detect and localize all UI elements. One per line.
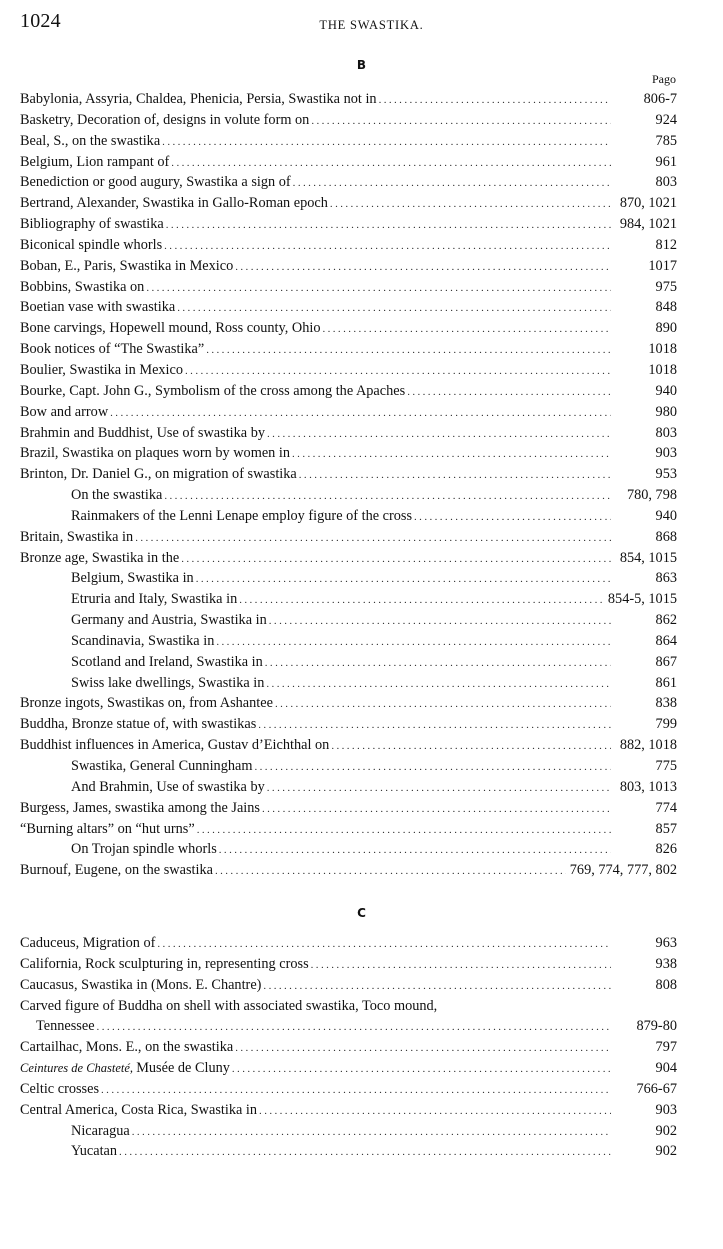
entry-text: Burnouf, Eugene, on the swastika <box>20 862 213 879</box>
entry-pages: 903 <box>655 445 677 462</box>
index-entry <box>20 339 677 360</box>
dot-leader <box>164 486 611 507</box>
entry-text: Central America, Costa Rica, Swastika in <box>20 1101 258 1118</box>
dot-leader <box>254 757 611 778</box>
entry-label <box>20 402 110 423</box>
entry-pages: 890 <box>655 320 677 337</box>
index-entry <box>20 673 677 694</box>
entry-label <box>20 860 215 881</box>
entry-text: Brazil, Swastika on plaques worn by women in <box>20 445 291 462</box>
dot-leader <box>206 340 611 361</box>
entry-label <box>20 589 239 610</box>
entry-label <box>20 839 219 860</box>
index-entry <box>20 548 677 569</box>
entry-label <box>20 277 146 298</box>
entry-text: Swastika, General Cunningham <box>71 758 253 774</box>
entry-label <box>20 777 267 798</box>
index-entry <box>20 610 677 631</box>
dot-leader <box>259 1101 611 1122</box>
entry-pages: 863 <box>655 570 677 587</box>
entry-pages: 980 <box>655 403 677 420</box>
dot-leader <box>232 1059 611 1080</box>
entry-pages: 808 <box>655 976 677 993</box>
entry-text: Bow and arrow <box>20 403 109 420</box>
dot-leader <box>269 611 611 632</box>
dot-leader <box>235 1038 611 1059</box>
entry-text: Boban, E., Paris, Swastika in Mexico <box>20 257 234 274</box>
entry-pages: 1017 <box>648 257 677 274</box>
entry-pages: 961 <box>655 153 677 170</box>
entry-label <box>20 172 293 193</box>
index-entry <box>20 860 677 881</box>
entry-text: Caduceus, Migration of <box>20 935 156 951</box>
entry-label <box>20 256 235 277</box>
entry-label <box>20 548 181 569</box>
entry-pages: 799 <box>655 716 677 733</box>
entry-label <box>20 610 269 631</box>
dot-leader <box>162 132 611 153</box>
index-entry <box>20 1079 677 1100</box>
dot-leader <box>330 194 611 215</box>
index-entry <box>20 1100 677 1121</box>
dot-leader <box>311 111 611 132</box>
entry-label <box>20 1141 119 1162</box>
entry-pages: 862 <box>655 612 677 629</box>
index-entry <box>20 277 677 298</box>
index-entry <box>20 589 677 610</box>
index-entry <box>20 954 677 975</box>
entry-pages: 857 <box>655 820 677 837</box>
dot-leader <box>292 444 611 465</box>
entry-label <box>20 798 262 819</box>
dot-leader <box>181 549 611 570</box>
entry-text: Bertrand, Alexander, Swastika in Gallo-Roman epoch <box>20 195 328 212</box>
entry-label <box>20 506 414 527</box>
dot-leader <box>414 507 611 528</box>
entry-pages: 1018 <box>648 361 677 378</box>
entry-label <box>20 485 164 506</box>
entry-text: Nicaragua <box>71 1122 130 1139</box>
entry-label <box>20 110 311 131</box>
entry-text: Beal, S., on the swastika <box>20 132 161 149</box>
page-number: 1024 <box>20 10 61 32</box>
entry-label <box>20 975 263 996</box>
entry-text: Carved figure of Buddha on shell with associated swastika, Toco mound, <box>20 997 438 1014</box>
entry-label <box>20 318 322 339</box>
entry-text: Rainmakers of the Lenni Lenape employ figure of the cross <box>71 507 413 524</box>
entry-label <box>20 381 407 402</box>
entry-label <box>20 568 196 589</box>
entry-label <box>20 1079 101 1100</box>
entry-text: Celtic crosses <box>20 1080 100 1097</box>
index-section-b <box>20 89 677 881</box>
entry-pages: 854, 1015 <box>619 549 677 566</box>
entry-label <box>20 1100 259 1121</box>
index-entry <box>20 652 677 673</box>
index-entry <box>20 131 677 152</box>
entry-text: Burgess, James, swastika among the Jains <box>20 799 260 816</box>
entry-text: Scotland and Ireland, Swastika in <box>71 653 263 670</box>
index-entry <box>20 798 677 819</box>
entry-label <box>20 214 166 235</box>
entry-text: Boulier, Swastika in Mexico <box>20 361 184 378</box>
entry-text: Cartailhac, Mons. E., on the swastika <box>20 1039 234 1056</box>
entry-text: Yucatan <box>71 1143 118 1160</box>
entry-pages: 864 <box>655 632 677 649</box>
entry-text: Bibliography of swastika <box>20 216 164 233</box>
dot-leader <box>185 361 611 382</box>
entry-pages: 803 <box>655 424 677 441</box>
entry-text: Benediction or good augury, Swastika a sign of <box>20 174 291 191</box>
entry-label <box>20 89 379 110</box>
index-entry <box>20 423 677 444</box>
index-entry <box>20 1121 677 1142</box>
dot-leader <box>311 955 611 976</box>
entry-pages: 775 <box>655 758 677 774</box>
index-entry <box>20 693 677 714</box>
index-entry <box>20 381 677 402</box>
running-title: THE SWASTIKA. <box>319 18 424 32</box>
dot-leader <box>293 173 611 194</box>
index-entry <box>20 402 677 423</box>
index-entry <box>20 568 677 589</box>
entry-label <box>20 1037 235 1058</box>
entry-pages: 780, 798 <box>626 487 677 504</box>
entry-pages: 854-5, 1015 <box>607 591 677 608</box>
dot-leader <box>267 778 611 799</box>
dot-leader <box>266 674 611 695</box>
entry-label <box>20 443 292 464</box>
entry-text: Brahmin and Buddhist, Use of swastika by <box>20 424 266 441</box>
section-letter-b: B <box>356 58 367 72</box>
entry-label <box>20 360 185 381</box>
dot-leader <box>322 319 611 340</box>
entry-pages: 803, 1013 <box>619 778 677 795</box>
dot-leader <box>235 257 611 278</box>
entry-label <box>20 193 330 214</box>
dot-leader <box>101 1080 611 1101</box>
entry-pages: 924 <box>655 111 677 128</box>
index-entry <box>20 933 677 954</box>
dot-leader <box>267 424 611 445</box>
index-entry <box>20 777 677 798</box>
dot-leader <box>258 715 611 736</box>
entry-label <box>20 673 266 694</box>
dot-leader <box>177 298 611 319</box>
entry-pages: 902 <box>655 1122 677 1139</box>
entry-text: Buddha, Bronze statue of, with swastikas <box>20 716 257 733</box>
dot-leader <box>263 976 611 997</box>
entry-text: On the swastika <box>71 487 163 504</box>
entry-pages: 940 <box>655 382 677 399</box>
index-entry <box>20 714 677 735</box>
dot-leader <box>219 840 611 861</box>
dot-leader <box>299 465 611 486</box>
entry-pages: 806-7 <box>643 91 677 107</box>
index-entry <box>20 975 677 996</box>
dot-leader <box>110 403 611 424</box>
dot-leader <box>157 934 611 955</box>
entry-pages: 984, 1021 <box>619 216 677 233</box>
entry-pages: 766-67 <box>636 1080 677 1097</box>
entry-label <box>20 954 311 975</box>
entry-text: Brinton, Dr. Daniel G., on migration of swastika <box>20 466 297 483</box>
entry-text: Bronze age, Swastika in the <box>20 549 180 566</box>
entry-label <box>20 1016 97 1037</box>
entry-pages: 953 <box>655 466 677 483</box>
section-letter-c: C <box>357 906 366 920</box>
index-entry <box>20 996 677 1017</box>
entry-pages: 904 <box>655 1060 677 1077</box>
entry-label <box>20 131 162 152</box>
entry-label <box>20 631 216 652</box>
index-entry <box>20 152 677 173</box>
entry-pages: 870, 1021 <box>619 195 677 212</box>
entry-text: Britain, Swastika in <box>20 528 134 545</box>
entry-text: Scandinavia, Swastika in <box>71 632 215 649</box>
entry-label <box>20 652 265 673</box>
dot-leader <box>119 1142 611 1163</box>
entry-label-italic: Ceintures de Chasteté, <box>20 1061 137 1076</box>
entry-label <box>20 714 258 735</box>
entry-text: Tennessee <box>36 1018 95 1035</box>
index-entry <box>20 1016 677 1037</box>
entry-label <box>20 527 135 548</box>
index-entry <box>20 443 677 464</box>
index-entry <box>20 756 677 777</box>
entry-pages: 867 <box>655 653 677 670</box>
entry-text: Belgium, Swastika in <box>71 570 194 587</box>
index-entry <box>20 527 677 548</box>
index-entry <box>20 1058 677 1079</box>
entry-pages: 902 <box>655 1143 677 1160</box>
entry-text: Babylonia, Assyria, Chaldea, Phenicia, Persia, Swastika not in <box>20 91 377 107</box>
entry-text: Boetian vase with swastika <box>20 299 176 316</box>
entry-pages: 975 <box>655 278 677 295</box>
entry-label <box>20 464 299 485</box>
entry-pages: 803 <box>655 174 677 191</box>
entry-text: Musée de Cluny <box>136 1060 230 1077</box>
entry-text: Book notices of “The Swastika” <box>20 341 205 358</box>
dot-leader <box>97 1017 611 1038</box>
entry-label <box>20 423 267 444</box>
index-entry <box>20 735 677 756</box>
index-entry <box>20 506 677 527</box>
index-entry <box>20 235 677 256</box>
entry-label <box>20 339 206 360</box>
entry-pages: 963 <box>655 935 677 951</box>
entry-text: Buddhist influences in America, Gustav d’Eichthal on <box>20 737 330 754</box>
index-entry <box>20 318 677 339</box>
entry-pages: 797 <box>655 1039 677 1056</box>
index-entry <box>20 839 677 860</box>
entry-pages: 812 <box>655 236 677 253</box>
entry-pages: 826 <box>655 841 677 858</box>
dot-leader <box>265 653 611 674</box>
index-entry <box>20 172 677 193</box>
entry-pages: 940 <box>655 507 677 524</box>
dot-leader <box>331 736 611 757</box>
entry-label <box>20 819 197 840</box>
dot-leader <box>407 382 611 403</box>
index-entry <box>20 631 677 652</box>
entry-label <box>20 735 331 756</box>
entry-text: Bourke, Capt. John G., Symbolism of the cross among the Apaches <box>20 382 406 399</box>
entry-text: Etruria and Italy, Swastika in <box>71 591 238 608</box>
dot-leader <box>239 590 604 611</box>
entry-text: Basketry, Decoration of, designs in volute form on <box>20 111 310 128</box>
entry-text: Swiss lake dwellings, Swastika in <box>71 674 265 691</box>
entry-pages: 861 <box>655 674 677 691</box>
dot-leader <box>275 694 611 715</box>
entry-pages: 879-80 <box>636 1018 677 1035</box>
index-entry <box>20 464 677 485</box>
index-section-c <box>20 933 677 1162</box>
entry-text: “Burning altars” on “hut urns” <box>20 820 195 837</box>
page-column-label: Pago <box>652 72 676 86</box>
entry-pages: 1018 <box>648 341 677 358</box>
entry-text: Bronze ingots, Swastikas on, from Ashantee <box>20 695 273 712</box>
entry-pages: 769, 774, 777, 802 <box>569 862 677 879</box>
dot-leader <box>262 799 611 820</box>
dot-leader <box>135 528 611 549</box>
entry-label <box>20 756 254 777</box>
entry-label <box>20 996 439 1017</box>
index-entry <box>20 819 677 840</box>
entry-text: Belgium, Lion rampant of <box>20 153 170 170</box>
index-entry <box>20 1141 677 1162</box>
index-entry <box>20 89 677 110</box>
entry-text: California, Rock sculpturing in, representing cross <box>20 955 309 972</box>
entry-label <box>20 693 275 714</box>
dot-leader <box>166 215 611 236</box>
entry-text: Biconical spindle whorls <box>20 236 163 253</box>
entry-label <box>20 1058 232 1079</box>
dot-leader <box>196 569 611 590</box>
dot-leader <box>146 278 611 299</box>
index-entry <box>20 1037 677 1058</box>
dot-leader <box>379 90 611 111</box>
entry-label <box>20 933 157 954</box>
dot-leader <box>216 632 611 653</box>
index-entry <box>20 256 677 277</box>
dot-leader <box>197 820 611 841</box>
dot-leader <box>215 861 566 882</box>
index-entry <box>20 485 677 506</box>
index-entry <box>20 110 677 131</box>
dot-leader <box>164 236 611 257</box>
entry-pages: 938 <box>655 955 677 972</box>
entry-pages: 882, 1018 <box>619 737 677 754</box>
entry-text: Bobbins, Swastika on <box>20 278 145 295</box>
entry-text: And Brahmin, Use of swastika by <box>71 778 265 795</box>
index-entry <box>20 214 677 235</box>
index-entry <box>20 297 677 318</box>
entry-pages: 903 <box>655 1101 677 1118</box>
entry-pages: 848 <box>655 299 677 316</box>
entry-label <box>20 235 164 256</box>
entry-label <box>20 152 171 173</box>
dot-leader <box>171 153 611 174</box>
entry-text: Bone carvings, Hopewell mound, Ross county, Ohio <box>20 320 321 337</box>
entry-pages: 785 <box>655 132 677 149</box>
entry-label <box>20 1121 132 1142</box>
entry-pages: 868 <box>655 528 677 545</box>
entry-pages: 774 <box>655 799 677 816</box>
entry-text: Caucasus, Swastika in (Mons. E. Chantre) <box>20 976 262 993</box>
entry-pages: 838 <box>655 695 677 712</box>
entry-text: Germany and Austria, Swastika in <box>71 612 267 629</box>
dot-leader <box>132 1122 611 1143</box>
index-entry <box>20 360 677 381</box>
entry-text: On Trojan spindle whorls <box>71 841 217 858</box>
entry-label <box>20 297 177 318</box>
index-entry <box>20 193 677 214</box>
